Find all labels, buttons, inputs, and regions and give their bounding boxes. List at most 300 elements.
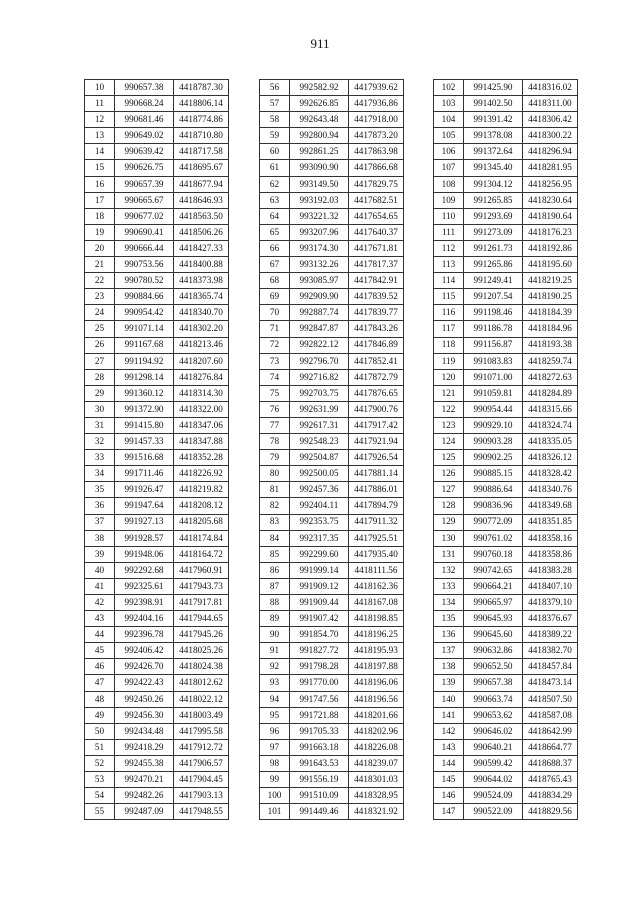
- x-coordinate-cell: 991516.68: [115, 450, 174, 466]
- table-row: [85, 788, 229, 804]
- point-number-cell: 47: [85, 675, 115, 691]
- x-coordinate-cell: 991928.57: [115, 530, 174, 546]
- table-row: [434, 514, 578, 530]
- y-coordinate-cell: 4418205.68: [174, 514, 229, 530]
- x-coordinate-cell: 992909.90: [290, 289, 349, 305]
- x-coordinate-cell: 990885.15: [464, 466, 523, 482]
- y-coordinate-cell: 4417921.94: [349, 434, 404, 450]
- x-coordinate-cell: 991770.00: [290, 675, 349, 691]
- x-coordinate-cell: 992398.91: [115, 595, 174, 611]
- point-number-cell: 110: [434, 208, 464, 224]
- point-number-cell: 141: [434, 707, 464, 723]
- point-number-cell: 103: [434, 96, 464, 112]
- x-coordinate-cell: 991391.42: [464, 112, 523, 128]
- point-number-cell: 37: [85, 514, 115, 530]
- x-coordinate-cell: 991293.69: [464, 208, 523, 224]
- y-coordinate-cell: 4418400.88: [174, 257, 229, 273]
- y-coordinate-cell: 4417863.98: [349, 144, 404, 160]
- y-coordinate-cell: 4417900.76: [349, 401, 404, 417]
- table-row: [85, 337, 229, 353]
- y-coordinate-cell: 4418192.86: [523, 240, 578, 256]
- y-coordinate-cell: 4417960.91: [174, 562, 229, 578]
- x-coordinate-cell: 990760.18: [464, 546, 523, 562]
- point-number-cell: 36: [85, 498, 115, 514]
- y-coordinate-cell: 4418022.12: [174, 691, 229, 707]
- x-coordinate-cell: 992548.23: [290, 434, 349, 450]
- y-coordinate-cell: 4418787.30: [174, 80, 229, 96]
- x-coordinate-cell: 992426.70: [115, 659, 174, 675]
- x-coordinate-cell: 990677.02: [115, 208, 174, 224]
- table-row: [434, 273, 578, 289]
- point-number-cell: 31: [85, 417, 115, 433]
- y-coordinate-cell: 4417945.26: [174, 627, 229, 643]
- y-coordinate-cell: 4418190.25: [523, 289, 578, 305]
- point-number-cell: 91: [260, 643, 290, 659]
- table-row: [85, 401, 229, 417]
- y-coordinate-cell: 4418012.62: [174, 675, 229, 691]
- x-coordinate-cell: 991947.64: [115, 498, 174, 514]
- point-number-cell: 93: [260, 675, 290, 691]
- point-number-cell: 136: [434, 627, 464, 643]
- table-row: [85, 208, 229, 224]
- table-row: [260, 450, 404, 466]
- point-number-cell: 28: [85, 369, 115, 385]
- x-coordinate-cell: 990954.44: [464, 401, 523, 417]
- x-coordinate-cell: 992455.38: [115, 755, 174, 771]
- table-row: [260, 401, 404, 417]
- table-row: [85, 144, 229, 160]
- point-number-cell: 114: [434, 273, 464, 289]
- point-number-cell: 21: [85, 257, 115, 273]
- y-coordinate-cell: 4418806.14: [174, 96, 229, 112]
- y-coordinate-cell: 4418352.28: [174, 450, 229, 466]
- point-number-cell: 121: [434, 385, 464, 401]
- point-number-cell: 58: [260, 112, 290, 128]
- y-coordinate-cell: 4418351.85: [523, 514, 578, 530]
- y-coordinate-cell: 4418196.25: [349, 627, 404, 643]
- y-coordinate-cell: 4418340.76: [523, 482, 578, 498]
- y-coordinate-cell: 4417872.79: [349, 369, 404, 385]
- point-number-cell: 60: [260, 144, 290, 160]
- table-row: [85, 707, 229, 723]
- y-coordinate-cell: 4418226.08: [349, 739, 404, 755]
- x-coordinate-cell: 991083.83: [464, 353, 523, 369]
- table-row: [260, 707, 404, 723]
- table-row: [85, 530, 229, 546]
- x-coordinate-cell: 992404.11: [290, 498, 349, 514]
- table-row: [85, 128, 229, 144]
- point-number-cell: 49: [85, 707, 115, 723]
- x-coordinate-cell: 992504.87: [290, 450, 349, 466]
- y-coordinate-cell: 4418296.94: [523, 144, 578, 160]
- table-row: [85, 434, 229, 450]
- y-coordinate-cell: 4418196.06: [349, 675, 404, 691]
- point-number-cell: 84: [260, 530, 290, 546]
- y-coordinate-cell: 4418328.95: [349, 788, 404, 804]
- y-coordinate-cell: 4418457.84: [523, 659, 578, 675]
- point-number-cell: 85: [260, 546, 290, 562]
- point-number-cell: 63: [260, 192, 290, 208]
- point-number-cell: 80: [260, 466, 290, 482]
- table-row: [434, 401, 578, 417]
- y-coordinate-cell: 4417936.86: [349, 96, 404, 112]
- point-number-cell: 62: [260, 176, 290, 192]
- y-coordinate-cell: 4418340.70: [174, 305, 229, 321]
- table-row: [434, 80, 578, 96]
- table-row: [260, 160, 404, 176]
- table-row: [434, 562, 578, 578]
- table-row: [85, 112, 229, 128]
- x-coordinate-cell: 992450.26: [115, 691, 174, 707]
- point-number-cell: 75: [260, 385, 290, 401]
- table-row: [260, 514, 404, 530]
- y-coordinate-cell: 4418193.38: [523, 337, 578, 353]
- point-number-cell: 24: [85, 305, 115, 321]
- point-number-cell: 17: [85, 192, 115, 208]
- y-coordinate-cell: 4418829.56: [523, 804, 578, 820]
- point-number-cell: 65: [260, 224, 290, 240]
- table-row: [85, 80, 229, 96]
- x-coordinate-cell: 990665.97: [464, 595, 523, 611]
- point-number-cell: 69: [260, 289, 290, 305]
- y-coordinate-cell: 4418300.22: [523, 128, 578, 144]
- x-coordinate-cell: 991643.53: [290, 755, 349, 771]
- point-number-cell: 42: [85, 595, 115, 611]
- point-number-cell: 10: [85, 80, 115, 96]
- table-row: [260, 546, 404, 562]
- y-coordinate-cell: 4418219.25: [523, 273, 578, 289]
- table-row: [260, 498, 404, 514]
- x-coordinate-cell: 992353.75: [290, 514, 349, 530]
- y-coordinate-cell: 4417829.75: [349, 176, 404, 192]
- table-row: [260, 530, 404, 546]
- y-coordinate-cell: 4418688.37: [523, 755, 578, 771]
- x-coordinate-cell: 991909.12: [290, 578, 349, 594]
- x-coordinate-cell: 991249.41: [464, 273, 523, 289]
- table-row: [85, 691, 229, 707]
- x-coordinate-cell: 991273.09: [464, 224, 523, 240]
- x-coordinate-cell: 991457.33: [115, 434, 174, 450]
- y-coordinate-cell: 4417640.37: [349, 224, 404, 240]
- table-row: [260, 369, 404, 385]
- x-coordinate-cell: 990761.02: [464, 530, 523, 546]
- x-coordinate-cell: 990640.21: [464, 739, 523, 755]
- table-row: [434, 224, 578, 240]
- y-coordinate-cell: 4418207.60: [174, 353, 229, 369]
- point-number-cell: 106: [434, 144, 464, 160]
- y-coordinate-cell: 4417903.13: [174, 788, 229, 804]
- point-number-cell: 113: [434, 257, 464, 273]
- y-coordinate-cell: 4418306.42: [523, 112, 578, 128]
- y-coordinate-cell: 4418315.66: [523, 401, 578, 417]
- x-coordinate-cell: 991186.78: [464, 321, 523, 337]
- x-coordinate-cell: 991156.87: [464, 337, 523, 353]
- x-coordinate-cell: 992487.09: [115, 804, 174, 820]
- point-number-cell: 131: [434, 546, 464, 562]
- table-row: [434, 578, 578, 594]
- y-coordinate-cell: 4418507.50: [523, 691, 578, 707]
- table-row: [434, 788, 578, 804]
- y-coordinate-cell: 4418358.16: [523, 530, 578, 546]
- x-coordinate-cell: 991798.28: [290, 659, 349, 675]
- x-coordinate-cell: 992456.30: [115, 707, 174, 723]
- coordinates-table-1: [84, 79, 229, 820]
- point-number-cell: 100: [260, 788, 290, 804]
- x-coordinate-cell: 992617.31: [290, 417, 349, 433]
- y-coordinate-cell: 4418276.84: [174, 369, 229, 385]
- x-coordinate-cell: 991711.46: [115, 466, 174, 482]
- coordinates-table-2: [259, 79, 404, 820]
- x-coordinate-cell: 993090.90: [290, 160, 349, 176]
- x-coordinate-cell: 990653.62: [464, 707, 523, 723]
- x-coordinate-cell: 991415.80: [115, 417, 174, 433]
- table-row: [260, 257, 404, 273]
- y-coordinate-cell: 4418382.70: [523, 643, 578, 659]
- y-coordinate-cell: 4418213.46: [174, 337, 229, 353]
- y-coordinate-cell: 4418774.86: [174, 112, 229, 128]
- point-number-cell: 87: [260, 578, 290, 594]
- table-row: [260, 80, 404, 96]
- point-number-cell: 34: [85, 466, 115, 482]
- y-coordinate-cell: 4417917.81: [174, 595, 229, 611]
- table-row: [260, 96, 404, 112]
- table-row: [434, 385, 578, 401]
- table-row: [260, 273, 404, 289]
- x-coordinate-cell: 991207.54: [464, 289, 523, 305]
- x-coordinate-cell: 993192.03: [290, 192, 349, 208]
- x-coordinate-cell: 992482.26: [115, 788, 174, 804]
- point-number-cell: 102: [434, 80, 464, 96]
- point-number-cell: 14: [85, 144, 115, 160]
- y-coordinate-cell: 4418646.93: [174, 192, 229, 208]
- table-row: [260, 804, 404, 820]
- point-number-cell: 139: [434, 675, 464, 691]
- y-coordinate-cell: 4417873.20: [349, 128, 404, 144]
- x-coordinate-cell: 990657.38: [115, 80, 174, 96]
- point-number-cell: 78: [260, 434, 290, 450]
- point-number-cell: 61: [260, 160, 290, 176]
- point-number-cell: 43: [85, 611, 115, 627]
- table-row: [85, 450, 229, 466]
- x-coordinate-cell: 990884.66: [115, 289, 174, 305]
- y-coordinate-cell: 4418284.89: [523, 385, 578, 401]
- table-row: [434, 691, 578, 707]
- y-coordinate-cell: 4417886.01: [349, 482, 404, 498]
- table-row: [85, 289, 229, 305]
- y-coordinate-cell: 4418765.43: [523, 772, 578, 788]
- table-row: [434, 723, 578, 739]
- point-number-cell: 99: [260, 772, 290, 788]
- table-row: [434, 466, 578, 482]
- y-coordinate-cell: 4417682.51: [349, 192, 404, 208]
- point-number-cell: 20: [85, 240, 115, 256]
- point-number-cell: 23: [85, 289, 115, 305]
- point-number-cell: 134: [434, 595, 464, 611]
- point-number-cell: 29: [85, 385, 115, 401]
- y-coordinate-cell: 4418677.94: [174, 176, 229, 192]
- y-coordinate-cell: 4418111.56: [349, 562, 404, 578]
- y-coordinate-cell: 4418281.95: [523, 160, 578, 176]
- point-number-cell: 12: [85, 112, 115, 128]
- table-row: [434, 530, 578, 546]
- table-row: [434, 369, 578, 385]
- x-coordinate-cell: 993132.26: [290, 257, 349, 273]
- point-number-cell: 25: [85, 321, 115, 337]
- x-coordinate-cell: 991402.50: [464, 96, 523, 112]
- x-coordinate-cell: 992404.16: [115, 611, 174, 627]
- x-coordinate-cell: 990690.41: [115, 224, 174, 240]
- point-number-cell: 122: [434, 401, 464, 417]
- y-coordinate-cell: 4418695.67: [174, 160, 229, 176]
- y-coordinate-cell: 4417943.73: [174, 578, 229, 594]
- point-number-cell: 92: [260, 659, 290, 675]
- table-row: [260, 112, 404, 128]
- table-row: [434, 144, 578, 160]
- table-row: [260, 176, 404, 192]
- point-number-cell: 129: [434, 514, 464, 530]
- y-coordinate-cell: 4418427.33: [174, 240, 229, 256]
- y-coordinate-cell: 4418174.84: [174, 530, 229, 546]
- x-coordinate-cell: 992396.78: [115, 627, 174, 643]
- table-row: [434, 353, 578, 369]
- table-row: [85, 321, 229, 337]
- x-coordinate-cell: 991705.33: [290, 723, 349, 739]
- table-row: [434, 289, 578, 305]
- table-row: [260, 643, 404, 659]
- y-coordinate-cell: 4417843.26: [349, 321, 404, 337]
- table-row: [85, 257, 229, 273]
- y-coordinate-cell: 4418202.96: [349, 723, 404, 739]
- point-number-cell: 132: [434, 562, 464, 578]
- x-coordinate-cell: 991721.88: [290, 707, 349, 723]
- point-number-cell: 22: [85, 273, 115, 289]
- y-coordinate-cell: 4418349.68: [523, 498, 578, 514]
- point-number-cell: 71: [260, 321, 290, 337]
- x-coordinate-cell: 990657.39: [115, 176, 174, 192]
- y-coordinate-cell: 4418473.14: [523, 675, 578, 691]
- y-coordinate-cell: 4418208.12: [174, 498, 229, 514]
- point-number-cell: 45: [85, 643, 115, 659]
- x-coordinate-cell: 993085.97: [290, 273, 349, 289]
- table-row: [260, 337, 404, 353]
- table-row: [434, 337, 578, 353]
- x-coordinate-cell: 991909.44: [290, 595, 349, 611]
- x-coordinate-cell: 991510.09: [290, 788, 349, 804]
- table-row: [260, 659, 404, 675]
- x-coordinate-cell: 992317.35: [290, 530, 349, 546]
- x-coordinate-cell: 991948.06: [115, 546, 174, 562]
- point-number-cell: 19: [85, 224, 115, 240]
- table-row: [434, 321, 578, 337]
- table-row: [260, 739, 404, 755]
- table-row: [260, 240, 404, 256]
- y-coordinate-cell: 4418322.00: [174, 401, 229, 417]
- table-row: [434, 482, 578, 498]
- point-number-cell: 145: [434, 772, 464, 788]
- x-coordinate-cell: 991747.56: [290, 691, 349, 707]
- y-coordinate-cell: 4417881.14: [349, 466, 404, 482]
- table-row: [260, 385, 404, 401]
- y-coordinate-cell: 4418321.92: [349, 804, 404, 820]
- table-row: [434, 434, 578, 450]
- table-row: [260, 192, 404, 208]
- x-coordinate-cell: 991999.14: [290, 562, 349, 578]
- x-coordinate-cell: 990836.96: [464, 498, 523, 514]
- table-row: [260, 578, 404, 594]
- x-coordinate-cell: 992418.29: [115, 739, 174, 755]
- y-coordinate-cell: 4417944.65: [174, 611, 229, 627]
- point-number-cell: 140: [434, 691, 464, 707]
- y-coordinate-cell: 4417846.89: [349, 337, 404, 353]
- point-number-cell: 44: [85, 627, 115, 643]
- point-number-cell: 105: [434, 128, 464, 144]
- table-row: [434, 96, 578, 112]
- y-coordinate-cell: 4418347.06: [174, 417, 229, 433]
- point-number-cell: 16: [85, 176, 115, 192]
- table-row: [85, 578, 229, 594]
- x-coordinate-cell: 992406.42: [115, 643, 174, 659]
- y-coordinate-cell: 4418563.50: [174, 208, 229, 224]
- table-row: [434, 112, 578, 128]
- x-coordinate-cell: 990663.74: [464, 691, 523, 707]
- table-row: [260, 788, 404, 804]
- table-row: [260, 466, 404, 482]
- point-number-cell: 89: [260, 611, 290, 627]
- point-number-cell: 147: [434, 804, 464, 820]
- x-coordinate-cell: 991298.14: [115, 369, 174, 385]
- point-number-cell: 125: [434, 450, 464, 466]
- y-coordinate-cell: 4418201.66: [349, 707, 404, 723]
- table-row: [434, 772, 578, 788]
- y-coordinate-cell: 4418195.60: [523, 257, 578, 273]
- x-coordinate-cell: 990886.64: [464, 482, 523, 498]
- x-coordinate-cell: 990639.42: [115, 144, 174, 160]
- y-coordinate-cell: 4417925.51: [349, 530, 404, 546]
- y-coordinate-cell: 4417911.32: [349, 514, 404, 530]
- y-coordinate-cell: 4418383.28: [523, 562, 578, 578]
- y-coordinate-cell: 4417671.81: [349, 240, 404, 256]
- y-coordinate-cell: 4418311.00: [523, 96, 578, 112]
- point-number-cell: 13: [85, 128, 115, 144]
- y-coordinate-cell: 4418834.29: [523, 788, 578, 804]
- table-row: [85, 772, 229, 788]
- y-coordinate-cell: 4418373.98: [174, 273, 229, 289]
- table-row: [434, 675, 578, 691]
- table-row: [85, 739, 229, 755]
- y-coordinate-cell: 4418642.99: [523, 723, 578, 739]
- x-coordinate-cell: 990753.56: [115, 257, 174, 273]
- point-number-cell: 66: [260, 240, 290, 256]
- point-number-cell: 135: [434, 611, 464, 627]
- x-coordinate-cell: 993207.96: [290, 224, 349, 240]
- x-coordinate-cell: 990644.02: [464, 772, 523, 788]
- x-coordinate-cell: 991663.18: [290, 739, 349, 755]
- x-coordinate-cell: 991071.00: [464, 369, 523, 385]
- table-row: [85, 498, 229, 514]
- coordinates-table-3: [433, 79, 578, 820]
- point-number-cell: 74: [260, 369, 290, 385]
- x-coordinate-cell: 990742.65: [464, 562, 523, 578]
- y-coordinate-cell: 4418587.08: [523, 707, 578, 723]
- x-coordinate-cell: 990652.50: [464, 659, 523, 675]
- point-number-cell: 128: [434, 498, 464, 514]
- table-row: [434, 804, 578, 820]
- table-row: [260, 289, 404, 305]
- point-number-cell: 101: [260, 804, 290, 820]
- table-row: [434, 595, 578, 611]
- table-row: [434, 417, 578, 433]
- table-row: [85, 192, 229, 208]
